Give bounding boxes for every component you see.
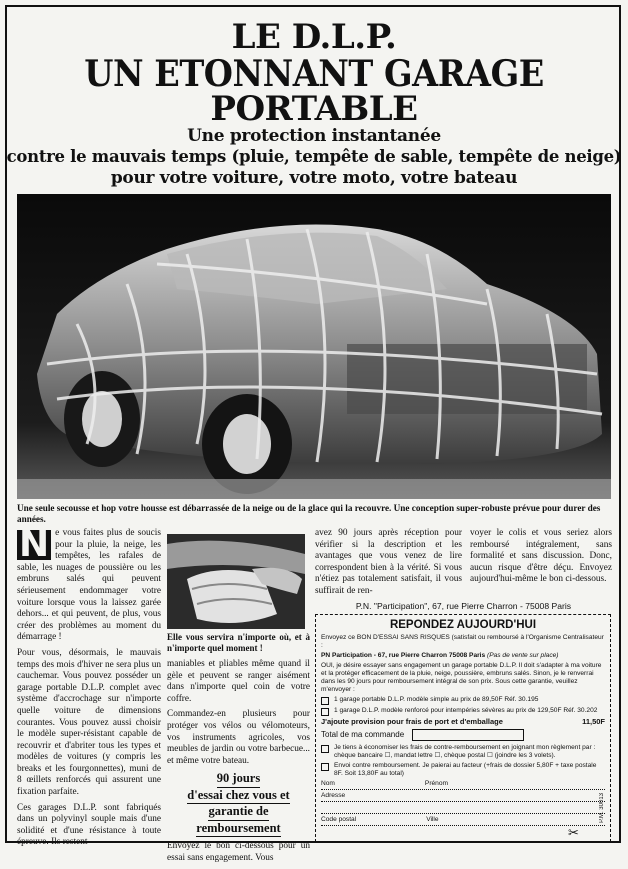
shipping-label: J'ajoute provision pour frais de port et d'emballage (321, 717, 503, 726)
column4-paragraph: voyer le colis et vous seriez alors remboursé intégralement, sans formalité et sans discussion. Donc, aucun risque d'être déçu. Envoyez aujourd'hui-même le bon ci-dessous. (470, 528, 612, 585)
total-label: Total de ma commande (321, 730, 405, 739)
payment-cheque-label: Je tiens à économiser les frais de contre-remboursement en joignant mon règlement par : chèque bancaire ☐, mandat lettre ☐, chèque postal ☐ (joindre les 3 volets). (334, 744, 596, 759)
covered-car-photo (17, 194, 611, 499)
coupon-title: REPONDEZ AUJOURD'HUI (389, 619, 537, 631)
subheadline-line-3: pour votre voiture, votre moto, votre bateau (110, 168, 518, 188)
adresse-label: Adresse (321, 792, 346, 799)
name-field[interactable] (321, 780, 605, 790)
prenom-label: Prénom (424, 780, 449, 787)
scissors-icon: ✂ (568, 826, 579, 841)
option-simple-checkbox[interactable] (321, 697, 329, 705)
folded-cover-photo (167, 534, 305, 629)
body-column-2 (167, 632, 310, 869)
address-field-line-2[interactable] (321, 804, 605, 814)
option-simple-row[interactable] (321, 696, 605, 705)
coupon-organisation (321, 652, 605, 660)
column3-paragraph: avez 90 jours après réception pour vérifier si la description et les avantages que vous venez de lire correspondent bien à la vérité. Si vous n'étiez pas totalement satisfait, il vous suffirait de ren- (315, 528, 462, 596)
coupon-reference: P.M. 30013 (599, 793, 605, 823)
option-renforce-label: 1 garage D.L.P. modèle renforcé pour intempéries sévères au prix de 129,50F Réf. 30.202 (334, 707, 598, 714)
folded-cover-illustration (167, 534, 305, 629)
photo-caption: Une seule secousse et hop votre housse est débarrassée de la neige ou de la glace qui la recouvre. Une conception super-robuste prévue pour durer des années. (17, 503, 601, 524)
column2-paragraph-3: Envoyez le bon ci-dessous pour un essai sans engagement. Vous (167, 841, 310, 863)
column2-paragraph-2: Commandez-en plusieurs pour protéger vos vélos ou vélomoteurs, vos instruments agricoles, vos meubles de jardin ou votre barbecue... et même votre bateau. (167, 709, 310, 766)
payment-cheque-row[interactable] (321, 744, 605, 760)
coupon-org-name: PN Participation - 67, rue Pierre Charron 75008 Paris (321, 652, 486, 659)
total-row (321, 729, 605, 741)
small-photo-caption: Elle vous servira n'importe où, et à n'importe quel moment ! (167, 632, 310, 653)
headline-line-1: LE D.L.P. (231, 17, 397, 57)
payment-cod-row[interactable] (321, 762, 605, 778)
payment-cod-label: Envoi contre remboursement. Je paierai au facteur (+frais de dossier 5,80F + taxe postale 8F. Soit 13,80F au total) (334, 762, 597, 777)
drop-cap: N (19, 524, 50, 565)
shipping-value: 11,50F (582, 717, 605, 726)
headline-line-2: UN ETONNANT GARAGE (84, 53, 544, 95)
body-column-3 (315, 528, 462, 602)
option-simple-label: 1 garage portable D.L.P. modèle simple au prix de 89,50F Réf. 30.195 (334, 696, 539, 703)
trial-line-3: garantie de (208, 804, 268, 821)
car-illustration (17, 194, 611, 499)
trial-line-1: 90 jours (217, 771, 260, 788)
payment-cod-checkbox[interactable] (321, 763, 329, 771)
coupon-oui-text: OUI, je désire essayer sans engagement un garage portable D.L.P. Il doit s'adapter à ma voiture et la protéger efficacement de la pluie, neige, poussière, embruns salés. Sinon, je le renverrai dans les 90 jours pour remboursement intégral de son prix. Sous cette garantie, veuillez m'envoyer : (321, 662, 602, 693)
coupon-org-note: (Pas de vente sur place) (487, 652, 559, 659)
address-field[interactable] (321, 792, 605, 802)
code-postal-label: Code postal (321, 816, 357, 823)
trial-line-2: d'essai chez vous et (187, 788, 289, 805)
subheadline-line-2: contre le mauvais temps (pluie, tempête de sable, tempête de neige) (6, 147, 622, 166)
payment-cheque-checkbox[interactable] (321, 745, 329, 753)
trial-guarantee-heading (167, 771, 310, 837)
body-column-4 (470, 528, 612, 590)
column1-paragraph-1: e vous faites plus de soucis pour la pluie, la neige, les tempêtes, les rafales de sable, les nuages de poussière ou les embruns salés qui peuvent sérieusement endommager votre voiture lorsque vous la laissez garée dehors... et qui peuvent, de plus, vous créer des problèmes au moment du démarrage ! (17, 528, 161, 643)
total-field[interactable] (412, 729, 524, 741)
ville-label: Ville (426, 816, 439, 823)
order-coupon (315, 614, 611, 842)
option-renforce-checkbox[interactable] (321, 708, 329, 716)
nom-label: Nom (321, 780, 335, 787)
mailing-address: P.N. "Participation", 67, rue Pierre Charron - 75008 Paris (355, 601, 572, 611)
column2-paragraph-1: maniables et pliables même quand il gèle et peuvent se ranger aisément dans n'importe quel coin de votre coffre. (167, 659, 310, 704)
column1-paragraph-2: Pour vous, désormais, le mauvais temps des mois d'hiver ne sera plus un cauchemar. Vous pouvez posséder un garage portable D.L.P. complet avec système d'accrochage sur n'importe quelle voiture de dimensions courantes. Vous pouvez aussi choisir le modèle super-résistant capable de recouvrir et d'abriter tous les types et modèles de voitures (y compris les breaks et les fourgonnettes), muni de 8 œillets renforcés qui assurent une fixation parfaite. (17, 647, 161, 798)
option-renforce-row[interactable] (321, 707, 605, 716)
coupon-intro: Envoyez ce BON D'ESSAI SANS RISQUES (satisfait ou remboursé à l'Organisme Centralisateur : (321, 634, 604, 649)
postcode-city-field[interactable] (321, 816, 605, 826)
column1-paragraph-3: Ces garages D.L.P. sont fabriqués dans un polyvinyl souple mais d'une solidité et d'une résistance à toute épreuve. Ils restent (17, 802, 161, 848)
shipping-row (321, 718, 605, 726)
trial-line-4: remboursement (196, 821, 280, 838)
body-column-1 (17, 524, 161, 853)
subheadline-line-1: Une protection instantanée (187, 126, 441, 146)
headline-line-3: PORTABLE (210, 89, 418, 129)
